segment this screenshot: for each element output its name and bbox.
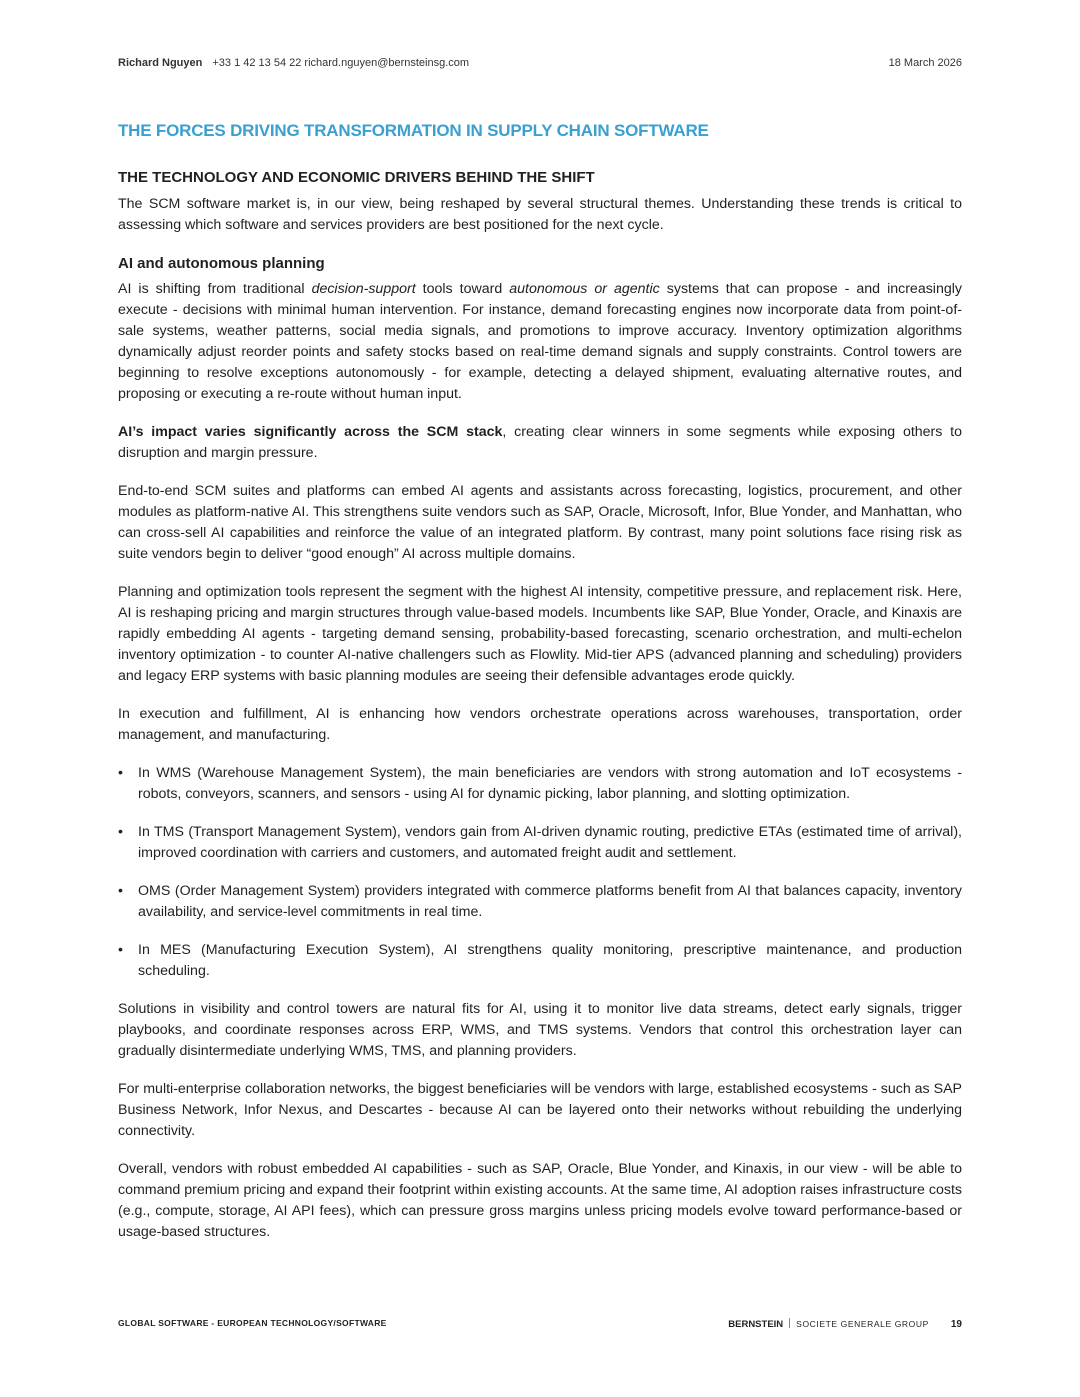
- footer-category: GLOBAL SOFTWARE - EUROPEAN TECHNOLOGY/SOFTWARE: [118, 1318, 387, 1328]
- page-footer: [118, 1318, 962, 1332]
- ai-paragraph: AI is shifting from traditional decision-support tools toward autonomous or agentic systems that can propose - and increasingly execute - decisions with minimal human intervention. For instance, demand forecasting engines now incorporate data from point-of-sale systems, weather patterns, social media signals, and promotions to improve accuracy. Inventory optimization algorithms dynamically adjust reorder points and safety stocks based on real-time demand signals and supply constraints. Control towers are beginning to resolve exceptions autonomously - for example, detecting a delayed shipment, evaluating alternative routes, and proposing or executing a re-route without human input.: [118, 281, 962, 402]
- list-item: • OMS (Order Management System) providers integrated with commerce platforms benefit from AI that balances capacity, inventory availability, and service-level commitments in real time.: [118, 883, 962, 920]
- paragraph-overall: Overall, vendors with robust embedded AI capabilities - such as SAP, Oracle, Blue Yonder, and Kinaxis, in our view - will be able to command premium pricing and expand their footprint within existing accounts. At the same time, AI adoption raises infrastructure costs (e.g., compute, storage, AI API fees), which can pressure gross margins unless pricing models evolve toward performance-based or usage-based structures.: [118, 1161, 962, 1240]
- list-item: • In TMS (Transport Management System), vendors gain from AI-driven dynamic routing, predictive ETAs (estimated time of arrival), improved coordination with carriers and customers, and automated freight audit and settlement.: [118, 824, 962, 861]
- author-email[interactable]: richard.nguyen@bernsteinsg.com: [304, 57, 470, 69]
- paragraph-planning: Planning and optimization tools represent the segment with the highest AI intensity, competitive pressure, and replacement risk. Here, AI is reshaping pricing and margin structures through value-based models. Incumbents like SAP, Blue Yonder, Oracle, and Kinaxis are rapidly embedding AI agents - targeting demand sensing, probability-based forecasting, scenario orchestration, and multi-echelon inventory optimization - to counter AI-native challengers such as Flowlity. Mid-tier APS (advanced planning and scheduling) providers and legacy ERP systems with basic planning modules are seeing their defensible advantages erode quickly.: [118, 584, 962, 684]
- bullet-icon: •: [118, 883, 123, 899]
- intro-paragraph: The SCM software market is, in our view, being reshaped by several structural themes. Understanding these trends is critical to assessing which software and services providers are best positioned for the next cycle.: [118, 196, 962, 233]
- ai-heading: AI and autonomous planning: [118, 255, 325, 272]
- author-phone: +33 1 42 13 54 22: [212, 57, 302, 69]
- page-header: [118, 57, 962, 71]
- paragraph-networks: For multi-enterprise collaboration networks, the biggest beneficiaries will be vendors with large, established ecosystems - such as SAP Business Network, Infor Nexus, and Descartes - because AI can be layered onto their networks without rebuilding the underlying connectivity.: [118, 1081, 962, 1139]
- paragraph-suites: End-to-end SCM suites and platforms can embed AI agents and assistants across forecasting, logistics, procurement, and other modules as platform-native AI. This strengthens suite vendors such as SAP, Oracle, Microsoft, Infor, Blue Yonder, and Manhattan, who can cross-sell AI capabilities and reinforce the value of an integrated platform. By contrast, many point solutions face rising risk as suite vendors begin to deliver “good enough” AI across multiple domains.: [118, 483, 962, 562]
- group-name: SOCIETE GENERALE GROUP: [796, 1319, 929, 1329]
- list-item: • In WMS (Warehouse Management System), the main beneficiaries are vendors with strong automation and IoT ecosystems - robots, conveyors, scanners, and sensors - using AI for dynamic picking, labor planning, and slotting optimization.: [118, 765, 962, 802]
- report-date: 18 March 2026: [888, 57, 962, 69]
- footer-branding: [728, 1318, 962, 1330]
- author-name: Richard Nguyen: [118, 57, 203, 69]
- bernstein-logo: BERNSTEIN: [728, 1319, 784, 1330]
- paragraph-visibility: Solutions in visibility and control towers are natural fits for AI, using it to monitor live data streams, detect early signals, trigger playbooks, and coordinate responses across ERP, WMS, and TMS systems. Vendors that control this orchestration layer can gradually disintermediate underlying WMS, TMS, and planning providers.: [118, 1001, 962, 1059]
- section-title: THE FORCES DRIVING TRANSFORMATION IN SUPPLY CHAIN SOFTWARE: [118, 121, 709, 140]
- subheading: THE TECHNOLOGY AND ECONOMIC DRIVERS BEHIND THE SHIFT: [118, 169, 595, 186]
- list-item: • In MES (Manufacturing Execution System), AI strengthens quality monitoring, prescriptive maintenance, and production scheduling.: [118, 942, 962, 979]
- execution-bullet-list: [118, 763, 962, 982]
- article-body: [118, 167, 962, 1260]
- footer-divider: [789, 1318, 790, 1328]
- impact-paragraph: AI’s impact varies significantly across the SCM stack, creating clear winners in some segments while exposing others to disruption and margin pressure.: [118, 424, 962, 461]
- bullet-icon: •: [118, 942, 123, 958]
- paragraph-execution: In execution and fulfillment, AI is enhancing how vendors orchestrate operations across warehouses, transportation, order management, and manufacturing.: [118, 706, 962, 743]
- page-number: 19: [950, 1319, 962, 1330]
- bullet-icon: •: [118, 824, 123, 840]
- bullet-icon: •: [118, 765, 123, 781]
